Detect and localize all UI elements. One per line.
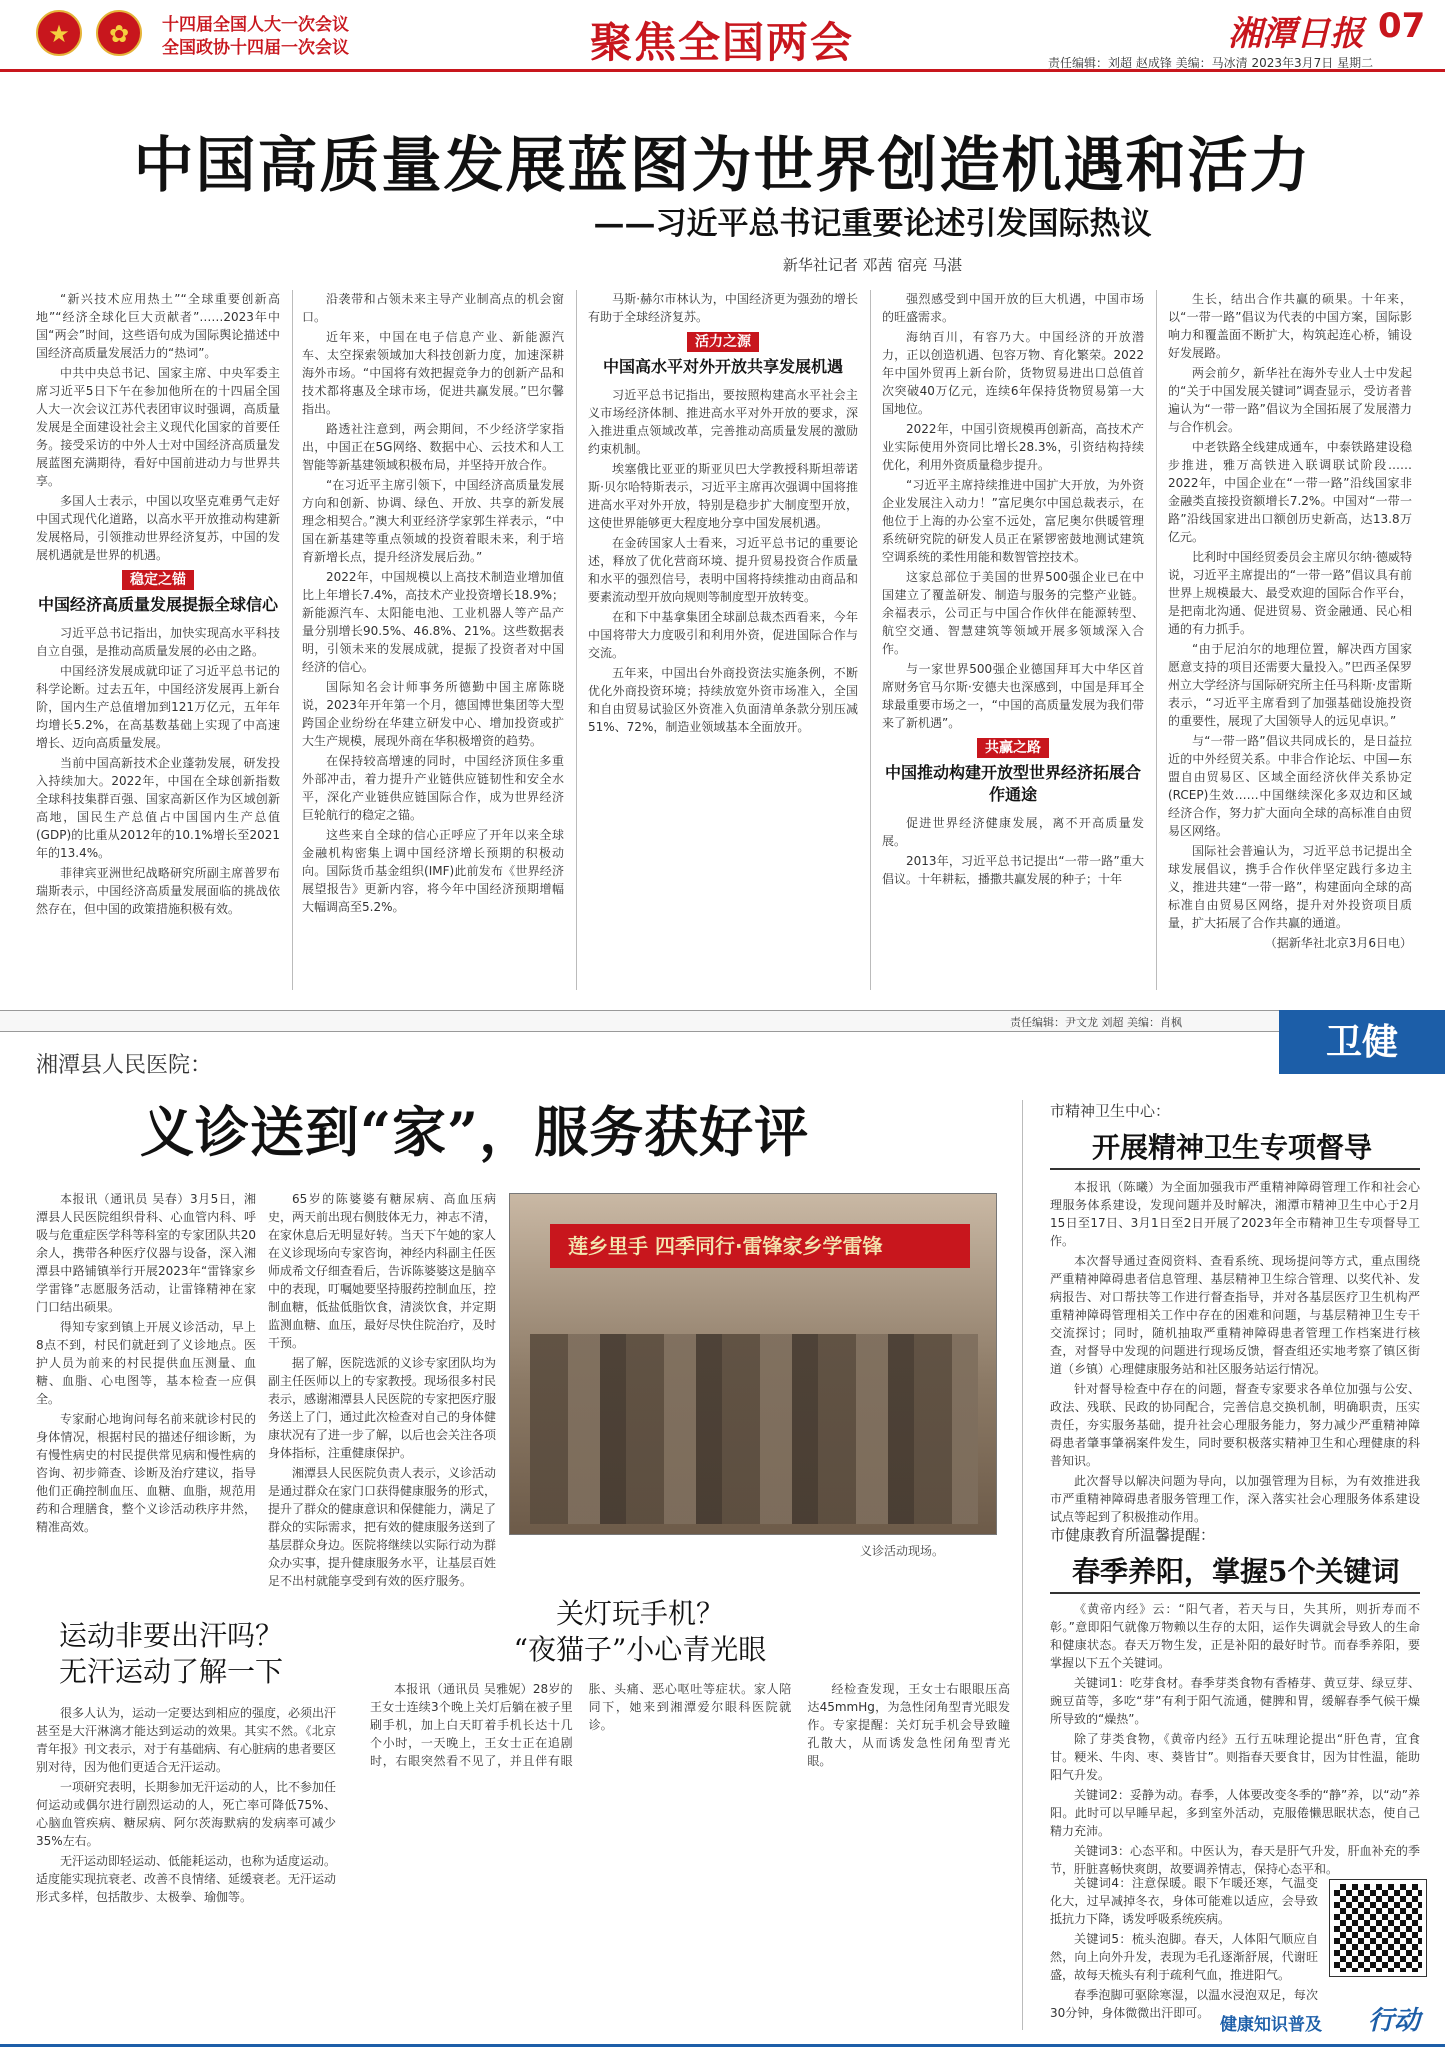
- mental-health-kicker: 市精神卫生中心：: [1050, 1102, 1171, 1120]
- sports-body: [36, 1704, 336, 2004]
- session-line-cppcc: 全国政协十四届一次会议: [162, 38, 349, 58]
- photo-banner: 莲乡里手 四季同行·雷锋家乡学雷锋: [550, 1224, 970, 1268]
- hospital-column-2: [268, 1190, 496, 1590]
- paragraph: “习近平主席持续推进中国扩大开放，为外资企业发展注入动力！”富尼奥尔中国总裁表示，在他位于上海的办公室不远处，富尼奥尔供暖管理系统研究院的研发人员正在紧锣密鼓地测试建筑空调系统的柔性用能和数智管控技术。: [882, 478, 1144, 564]
- paragraph: 海纳百川，有容乃大。中国经济的开放潜力，正以创造机遇、包容万物、育化繁荣。2022年中国外贸再上新台阶，货物贸易进出口总值首次突破40万亿元，连续6年保持货物贸易第一大国地位。: [882, 330, 1144, 416]
- health-editor-line: 责任编辑：尹文龙 刘超 美编：肖枫: [1010, 1016, 1182, 1029]
- lead-column-2: [302, 290, 564, 918]
- paragraph: 习近平总书记指出，加快实现高水平科技自立自强，是推动高质量发展的必由之路。: [36, 626, 280, 658]
- mental-health-headline: 开展精神卫生专项督导: [1092, 1131, 1373, 1164]
- paragraph: 与“一带一路”倡议共同成长的，是日益拉近的中外经贸关系。中非合作论坛、中国—东盟自由贸易区、区域全面经济伙伴关系协定(RCEP)生效……中国继续深化多双边和区域经济合作，努力扩大面向全球的高标准自由贸易区网络。: [1168, 734, 1412, 838]
- lead-column-1: [36, 290, 280, 920]
- paragraph: 本次督导通过查阅资料、查看系统、现场提问等方式，重点围绕严重精神障碍患者信息管理、基层精神卫生综合管理、以奖代补、发病报告、对口帮扶等工作进行督查指导，并对各基层医疗卫生机构严重精神障碍管理相关工作中存在的困难和问题，与基层精神卫生专干交流探讨；同时，随机抽取严重精神障碍患者管理工作档案进行核查，对督导中发现的问题进行现场反馈，督查组还实地考察了镇区街道（乡镇）心理健康服务站和社区服务站运行情况。: [1050, 1254, 1420, 1376]
- paragraph: 无汗运动即轻运动、低能耗运动，也称为适度运动。适度能实现抗衰老、改善不良情绪、延缓衰老。无汗运动形式多样，包括散步、太极拳、瑜伽等。: [36, 1854, 337, 1904]
- paragraph: 埃塞俄比亚亚的斯亚贝巴大学教授科斯坦蒂诺斯·贝尔哈特斯表示，习近平主席再次强调中国将推进高水平对外开放，特别是稳步扩大制度型开放，这使世界能够更大程度地分享中国发展机遇。: [588, 462, 858, 530]
- paragraph: 关键词2：妥静为动。春季，人体要改变冬季的“静”养，以“动”养阳。此时可以早睡早起，多到室外活动，克服倦懒思眠状态，使自己精力充沛。: [1050, 1788, 1420, 1838]
- paragraph: 比利时中国经贸委员会主席贝尔纳·德威特说，习近平主席提出的“一带一路”倡议具有前世界上规模最大、最受欢迎的国际合作平台，是把南北沟通、促进贸易、资金融通、民心相通的有力抓手。: [1168, 550, 1412, 636]
- paragraph: 春季泡脚可驱除寒湿，以温水浸泡双足，每次30分钟，身体微微出汗即可。: [1050, 1988, 1318, 2020]
- hospital-column-1: [36, 1190, 256, 1590]
- paragraph: 近年来，中国在电子信息产业、新能源汽车、太空探索领域加大科技创新力度，加速深耕海外市场。“中国将有效把握竞争力的创新产品和技术都将惠及全球市场，促进共赢发展。”巴尔馨指出。: [302, 330, 564, 416]
- paragraph: 中共中央总书记、国家主席、中央军委主席习近平5日下午在参加他所在的十四届全国人大一次会议江苏代表团审议时强调，高质量发展是全面建设社会主义现代化国家的首要任务。接受采访的中外人士对中国经济高质量发展蓝图充满期待，看好中国前进动力与世界共享。: [36, 366, 280, 488]
- lead-column-5: [1168, 290, 1412, 954]
- paragraph: 中国经济发展成就印证了习近平总书记的科学论断。过去五年，中国经济发展再上新台阶，国内生产总值增加到121万亿元，五年年均增长5.2%，在高基数基础上实现了中高速增长、迈向高质量发展。: [36, 664, 280, 750]
- national-emblem-icon: ★: [36, 10, 82, 56]
- paragraph: 中老铁路全线建成通车，中泰铁路建设稳步推进，雅万高铁进入联调联试阶段……2022年，中国企业在“一带一路”沿线国家非金融类直接投资额增长7.2%。中国对“一带一路”沿线国家进出口额创历史新高，达13.8万亿元。: [1168, 440, 1412, 544]
- health-action-logo: 行动: [1368, 2006, 1421, 2036]
- column-divider: [576, 290, 577, 990]
- paragraph: 经检查发现，王女士右眼眼压高达45mmHg，为急性闭角型青光眼发作。专家提醒：关灯玩手机会导致瞳孔散大，从而诱发急性闭角型青光眼。: [807, 1682, 1010, 1768]
- page-number: 07: [1378, 6, 1426, 46]
- paragraph: 国际社会普遍认为，习近平总书记提出全球发展倡议，携手合作伙伴坚定践行多边主义，推进共建“一带一路”，构建面向全球的高标准自由贸易区网络，提升对外投资项目质量，扩大拓展了合作共赢的通道。: [1168, 844, 1412, 930]
- paragraph: 专家耐心地询问每名前来就诊村民的身体情况，根据村民的描述仔细诊断，为有慢性病史的村民提供常见病和慢性病的咨询、初步筛查、诊断及治疗建议，指导他们正确控制血压、血糖、血脂，规范用药和合理膳食，整个义诊活动秩序井然，精准高效。: [36, 1412, 256, 1534]
- paragraph: 《黄帝内经》云：“阳气者，若天与日，失其所，则折寿而不彰。”意即阳气就像万物赖以生存的太阳，运作失调就会导致人的生命和健康状态。春天万物生发，正是补阳的最好时节。而春季养阳，要掌握以下五个关键词。: [1050, 1602, 1420, 1670]
- paragraph: 本报讯（陈曦）为全面加强我市严重精神障碍管理工作和社会心理服务体系建设，发现问题并及时解决，湘潭市精神卫生中心于2月15日至17日、3月1日至2日开展了2023年全市精神卫生专项督导工作。: [1050, 1180, 1420, 1248]
- cppcc-emblem-icon: ✿: [96, 10, 142, 56]
- headline-rule: [1050, 1168, 1420, 1170]
- photo-caption: 义诊活动现场。: [860, 1544, 945, 1558]
- paragraph: 五年来，中国出台外商投资法实施条例，不断优化外商投资环境；持续放宽外资市场准入，全国和自由贸易试验区外资准入负面清单条款分别压减51%、72%，制造业领域基本全面放开。: [588, 666, 858, 734]
- editor-line: 责任编辑：刘超 赵成锋 美编：马冰清 2023年3月7日 星期二: [1048, 56, 1374, 70]
- phone-headline-line1: 关灯玩手机？: [555, 1597, 724, 1630]
- paragraph: 国际知名会计师事务所德勤中国主席陈晓说，2023年开年第一个月，德国博世集团等大型跨国企业纷纷在华建立研发中心、增加投资或扩大生产规模，展现外商在华积极增资的趋势。: [302, 680, 564, 748]
- paragraph: 生长，结出合作共赢的硕果。十年来，以“一带一路”倡议为代表的中国方案，国际影响力和覆盖面不断扩大，构筑起连心桥，铺设好发展路。: [1168, 292, 1412, 360]
- paper-name: 湘潭日报: [1228, 14, 1364, 54]
- column-divider: [1022, 1100, 1023, 2030]
- paragraph: 湘潭县人民医院负责人表示，义诊活动是通过群众在家门口获得健康服务的形式，提升了群众的健康意识和保健能力，满足了群众的实际需求，把有效的健康服务送到了基层群众身边。医院将继续以实际行动为群众办实事，提升健康服务水平，让基层百姓足不出村就能享受到有效的医疗服务。: [268, 1466, 497, 1588]
- paragraph: 本报讯（通讯员 吴雅妮）28岁的王女士连续3个晚上关灯后躺在被子里刷手机，加上白天盯着手机长达十几个小时，一天晚上，王女士正在追剧时，右眼突然看不见了，并且伴有眼胀、头痛、恶心呕吐等症状。家人陪同下，她来到湘潭爱尔眼科医院就诊。: [370, 1682, 792, 1768]
- hospital-kicker: 湘潭县人民医院：: [36, 1053, 213, 1078]
- paragraph: 与一家世界500强企业德国拜耳大中华区首席财务官马尔斯·安德夫也深感到，中国是拜耳全球最重要市场之一，“中国的高质量发展为我们带来了新机遇”。: [882, 662, 1144, 730]
- session-lines: [162, 14, 349, 60]
- section-tag-stability: 稳定之锚: [122, 570, 194, 590]
- paragraph: 在金砖国家人士看来，习近平总书记的重要论述，释放了优化营商环境、提升贸易投资合作质量和水平的强烈信号，表明中国将持续推动由商品和要素流动型开放向规则等制度型开放转变。: [588, 536, 858, 604]
- paragraph: “新兴技术应用热土”“全球重要创新高地”“经济全球化巨大贡献者”……2023年中国“两会”时间，这些语句成为国际舆论描述中国经济高质量发展活力的“热词”。: [36, 292, 280, 360]
- paragraph: 据了解，医院选派的义诊专家团队均为副主任医师以上的专家教授。现场很多村民表示，感谢湘潭县人民医院的专家把医疗服务送上了门，通过此次检查对自己的身体健康状况有了进一步了解，以后也会关注各项身体指标，注重健康保护。: [268, 1356, 497, 1460]
- paragraph: 关键词1：吃芽食材。春季芽类食物有香椿芽、黄豆芽、绿豆芽、豌豆苗等，多吃“芽”有利于阳气流通，健脾和胃，缓解春季气候干燥所导致的“燥热”。: [1050, 1676, 1420, 1726]
- paragraph: 习近平总书记指出，要按照构建高水平社会主义市场经济体制、推进高水平对外开放的要求，深入推进重点领域改革，完善推动高质量发展的激励约束机制。: [588, 388, 858, 456]
- paragraph: 菲律宾亚洲世纪战略研究所副主席普罗布瑞斯表示，中国经济高质量发展面临的挑战依然存在，但中国的政策措施积极有效。: [36, 866, 280, 916]
- hospital-headline: 义诊送到“家”，服务获好评: [140, 1100, 810, 1164]
- paragraph: 这些来自全球的信心正呼应了开年以来全球金融机构密集上调中国经济增长预期的积极动向。国际货币基金组织(IMF)此前发布《世界经济展望报告》更新内容，将今年中国经济预期增幅大幅调高至5.2%。: [302, 828, 564, 914]
- lead-subheadline: ——习近平总书记重要论述引发国际热议: [593, 206, 1152, 242]
- paragraph: 强烈感受到中国开放的巨大机遇，中国市场的旺盛需求。: [882, 292, 1144, 324]
- wellness-kicker: 市健康教育所温馨提醒：: [1050, 1526, 1216, 1544]
- lead-headline: 中国高质量发展蓝图为世界创造机遇和活力: [133, 131, 1312, 201]
- paragraph: 马斯·赫尔市林认为，中国经济更为强劲的增长有助于全球经济复苏。: [588, 292, 858, 324]
- footer-label: 健康知识普及: [1220, 2015, 1322, 2035]
- dateline: （据新华社北京3月6日电）: [1264, 936, 1412, 950]
- section-separator: [0, 1010, 1445, 1032]
- wellness-body-bottom: [1050, 1874, 1318, 2020]
- paragraph: 2013年，习近平总书记提出“一带一路”重大倡议。十年耕耘，播撒共赢发展的种子；十年: [882, 854, 1144, 886]
- paragraph: 除了芽类食物，《黄帝内经》五行五味理论提出“肝色青，宜食甘。粳米、牛肉、枣、葵皆甘”。则指春天要食甘，因为甘性温，能助阳气升发。: [1050, 1732, 1420, 1782]
- paragraph: 关键词4：注意保暖。眼下乍暖还寒，气温变化大，过早减掉冬衣，身体可能难以适应，会导致抵抗力下降，诱发呼吸系统疾病。: [1050, 1876, 1318, 1926]
- bottom-rule: [0, 2044, 1445, 2047]
- column-divider: [870, 290, 871, 990]
- sports-headline: [36, 1618, 306, 1690]
- paragraph: 这家总部位于美国的世界500强企业已在中国建立了覆盖研发、制造与服务的完整产业链。余福表示，公司正与中国合作伙伴在能源转型、航空交通、智慧建筑等领域开展多领域深入合作。: [882, 570, 1144, 656]
- lead-byline: 新华社记者 邓茜 宿亮 马湛: [782, 256, 963, 274]
- focus-section-title: 聚焦全国两会: [590, 18, 855, 67]
- paragraph: 此次督导以解决问题为导向，以加强管理为目标，为有效推进我市严重精神障碍患者服务管理工作，深入落实社会心理服务体系建设试点等起到了积极推动作用。: [1050, 1474, 1420, 1524]
- paragraph: 路透社注意到，两会期间，不少经济学家指出，中国正在5G网络、数据中心、云技术和人工智能等新基建领域积极布局，并坚持开放合作。: [302, 422, 564, 472]
- section-tag-winwin: 共赢之路: [977, 738, 1049, 758]
- qr-code-icon: [1330, 1880, 1426, 1976]
- wellness-body-top: [1050, 1600, 1420, 1876]
- paragraph: 在和下中基拿集团全球副总裁杰西看来，今年中国将带大力度吸引和利用外资，促进国际合作与交流。: [588, 610, 858, 660]
- clinic-photo: [509, 1193, 997, 1535]
- crowd-figures: [530, 1334, 978, 1524]
- paragraph: 很多人认为，运动一定要达到相应的强度，必须出汗甚至是大汗淋漓才能达到运动的效果。其实不然。《北京青年报》刊文表示，对于有基础病、有心脏病的患者要区别对待，因为他们更适合无汗运动。: [36, 1706, 337, 1774]
- paragraph: 在保持较高增速的同时，中国经济顶住多重外部冲击，着力提升产业链供应链韧性和安全水平，深化产业链供应链国际合作，成为世界经济巨轮航行的稳定之锚。: [302, 754, 564, 822]
- section-head-confidence: 中国经济高质量发展提振全球信心: [37, 595, 278, 614]
- masthead: [0, 0, 1445, 72]
- column-divider: [1156, 290, 1157, 990]
- paragraph: “由于尼泊尔的地理位置，解决西方国家愿意支持的项目还需要大量投入。”巴西圣保罗州立大学经济与国际研究所主任马科斯·皮雷斯表示，“习近平主席看到了加强基础设施投资的重要性，展现了大国领导人的远见卓识。”: [1168, 642, 1412, 728]
- sports-headline-line1: 运动非要出汗吗？: [58, 1619, 283, 1652]
- paragraph: 关键词3：心态平和。中医认为，春天是肝气升发，肝血补充的季节，肝脏喜畅快爽朗，故要调养情志，保持心态平和。: [1050, 1844, 1420, 1876]
- phone-body: [370, 1680, 1010, 2010]
- headline-rule: [1050, 1592, 1420, 1594]
- paragraph: 一项研究表明，长期参加无汗运动的人，比不参加任何运动或偶尔进行剧烈运动的人，死亡率可降低75%、心脑血管疾病、糖尿病、阿尔茨海默病的发病率可减少35%左右。: [36, 1780, 337, 1848]
- lead-column-4: [882, 290, 1144, 890]
- paragraph: “在习近平主席引领下，中国经济高质量发展方向和创新、协调、绿色、开放、共享的新发展理念相契合。”澳大利亚经济学家郭生祥表示，“中国在新基建等重点领域的投资着眼未来，利于培育新增长点，提升经济发展后劲。”: [302, 478, 564, 564]
- mental-health-body: [1050, 1178, 1420, 1524]
- paragraph: 当前中国高新技术企业蓬勃发展，研发投入持续加大。2022年，中国在全球创新指数全球科技集群百强、国家高新区作为区域创新高地，国民生产总值占中国国内生产总值(GDP)的比重从2012年的10.1%增长至2021年的13.4%。: [36, 756, 280, 860]
- paragraph: 促进世界经济健康发展，离不开高质量发展。: [882, 816, 1144, 848]
- paragraph: 多国人士表示，中国以攻坚克难勇气走好中国式现代化道路，以高水平开放推动构建新发展格局，引领推动世界经济复苏，中国的发展机遇就是世界的机遇。: [36, 494, 280, 562]
- paragraph: 得知专家到镇上开展义诊活动，早上8点不到，村民们就赶到了义诊地点。医护人员为前来的村民提供血压测量、血糖、血脂、心电图等，基本检查一应俱全。: [36, 1320, 256, 1406]
- section-head-cooperation: 中国推动构建开放型世界经济拓展合作通途: [884, 763, 1141, 804]
- paragraph: 65岁的陈婆婆有糖尿病、高血压病史，两天前出现右侧肢体无力，神志不清，在家休息后无明显好转。当天下午她的家人在义诊现场向专家咨询，神经内科副主任医师成希文仔细查看后，告诉陈婆婆这是脑卒中的表现，叮嘱她要坚持服药控制血压，控制血糖，低盐低脂饮食，清淡饮食，并定期监测血糖、血压，最好尽快住院治疗，及时干预。: [268, 1192, 497, 1350]
- sports-headline-line2: 无汗运动了解一下: [58, 1655, 283, 1688]
- section-head-opening: 中国高水平对外开放共享发展机遇: [602, 357, 843, 376]
- lead-column-3: [588, 290, 858, 738]
- health-section-badge: 卫健: [1279, 1010, 1445, 1074]
- paragraph: 关键词5：梳头泡脚。春天，人体阳气顺应自然，向上向外升发，表现为毛孔逐渐舒展，代谢旺盛，故每天梳头有利于疏利气血，推进阳气。: [1050, 1932, 1318, 1982]
- paragraph: 两会前夕，新华社在海外专业人士中发起的“关于中国发展关键词”调查显示，受访者普遍认为“一带一路”倡议为全国拓展了发展潜力与合作机会。: [1168, 366, 1412, 434]
- phone-headline-line2: “夜猫子”小心青光眼: [513, 1633, 767, 1666]
- paragraph: 针对督导检查中存在的问题，督查专家要求各单位加强与公安、政法、残联、民政的协同配合，完善信息交换机制，明确职责，压实责任，夯实服务基础，提升社会心理服务能力，努力减少严重精神障碍患者肇事肇祸案件发生，同时要积极落实精神卫生和心理健康的科普知识。: [1050, 1382, 1420, 1468]
- wellness-headline: 春季养阳，掌握5个关键词: [1072, 1555, 1400, 1588]
- paragraph: 沿袭带和占领未来主导产业制高点的机会窗口。: [302, 292, 564, 324]
- paragraph: 2022年，中国引资规模再创新高，高技术产业实际使用外资同比增长28.3%，引资结构持续优化，利用外资质量稳步提升。: [882, 422, 1144, 472]
- column-divider: [292, 290, 293, 990]
- paragraph: 本报讯（通讯员 吴春）3月5日，湘潭县人民医院组织骨科、心血管内科、呼吸与危重症医学科等科室的专家团队共20余人，携带各种医疗仪器与设备，深入湘潭县中路铺镇举行开展2023年“雷锋家乡学雷锋”志愿服务活动，让雷锋精神在家门口结出硕果。: [36, 1192, 256, 1314]
- section-tag-vitality: 活力之源: [687, 332, 759, 352]
- phone-headline: [360, 1596, 920, 1668]
- paragraph: 2022年，中国规模以上高技术制造业增加值比上年增长7.4%，高技术产业投资增长18.9%；新能源汽车、太阳能电池、工业机器人等产品产量分别增长90.5%、46.8%、21%。这些数据表明，引领未来的发展成就，提振了投资者对中国经济的信心。: [302, 570, 564, 674]
- session-line-npc: 十四届全国人大一次会议: [162, 15, 349, 35]
